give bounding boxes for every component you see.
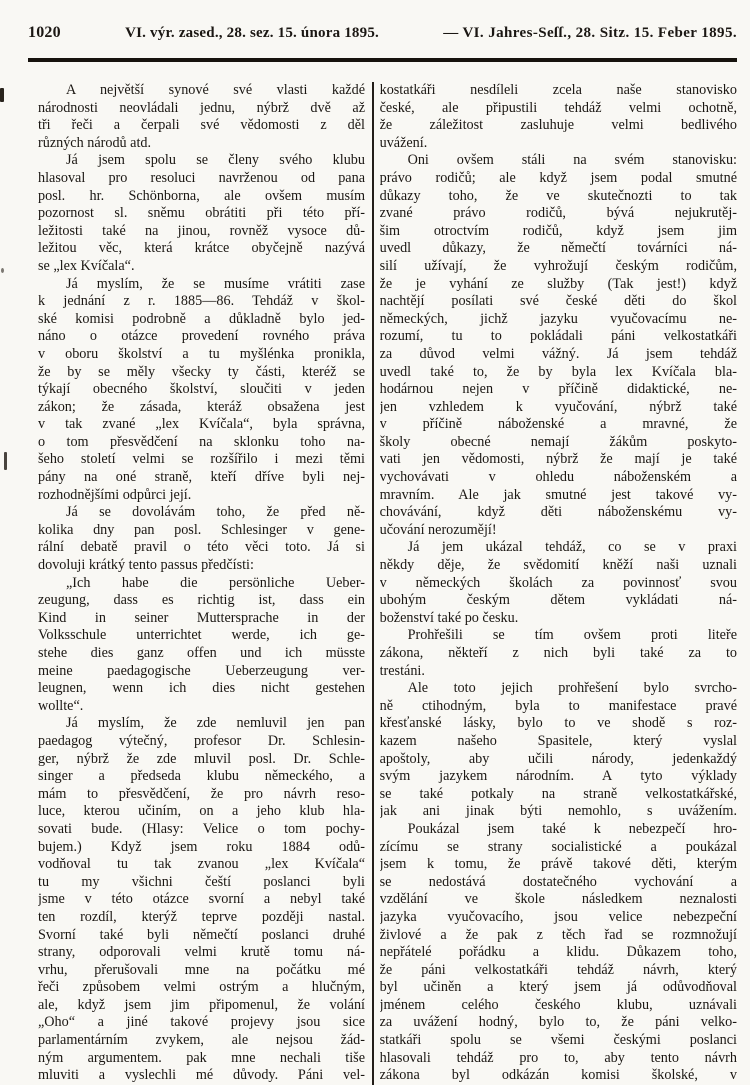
text-line: důkazy toho, že ve skutečnozti to tak: [379, 187, 737, 204]
text-line: chovávání, když děti náboženskému vy-: [379, 504, 737, 521]
scan-artifact: [0, 88, 4, 102]
text-line: hlasovali tehdáž pro to, aby tento návrh: [379, 1049, 737, 1066]
header-separator-dash: —: [443, 25, 459, 41]
text-line: šim otroctvím rodičů, když jsem jim: [379, 222, 737, 239]
text-line: za důvod velmi vážný. Já jsem tehdáž: [379, 345, 737, 362]
text-line: pozornost sl. sněmu obrátiti při této pří-: [38, 205, 365, 222]
text-line: Prohřešili se tím ovšem proti liteře: [407, 627, 737, 644]
text-line: se také potkaly na straně velkostatkářské,: [379, 785, 737, 802]
text-line: za uvážení hodný, bylo to, že páni velko-: [379, 1014, 737, 1031]
text-columns: [38, 82, 737, 1085]
text-line: o tom přesvědčení na sklonku toho na-: [38, 433, 365, 450]
text-line: že záležitost zasluhuje velmi bedlivého: [379, 117, 737, 134]
text-line: české, ale připustili tehdáž velmi ochotně,: [379, 99, 737, 116]
column-right: [380, 82, 737, 1085]
text-line: tu my všichni čeští poslanci byli: [38, 873, 365, 890]
text-line: singer a předseda klubu německého, a: [38, 768, 365, 785]
text-line: ale, když jsem jim připomenul, že volání: [38, 996, 365, 1013]
text-line: v tak zvané „lex Kvíčala“, byla správna,: [38, 416, 365, 433]
text-line: křesťanské lásky, bylo to ve shodě s roz-: [379, 715, 737, 732]
text-line: Kind in seiner Muttersprache in der: [38, 609, 365, 626]
text-line: strany, odporovali velmi krutě tomu ná-: [38, 944, 365, 961]
text-line: uvedl také to, že by byla lex Kvíčala bla-: [379, 363, 737, 380]
text-line: byl učiněn a který jsem já odůvodňoval: [379, 979, 737, 996]
text-line: kolika dny pan posl. Schlesinger v gene-: [38, 521, 365, 538]
text-line: ležitosti také na jinou, rovněž vysoce dů-: [38, 222, 365, 239]
text-line: Já jem ukázal tehdáž, co se v praxi: [407, 539, 737, 556]
text-line: zákona, někteří z nich byli také za to: [379, 645, 737, 661]
text-line: že je vyhání ze služby (Tak jest!) když: [379, 275, 737, 292]
text-line: mravním. Ale jak smutné jest takové vy-: [379, 486, 737, 503]
text-line: posl. hr. Schönborna, ale ovšem musím: [38, 187, 365, 204]
text-line: mám to přesvědčení, že pro návrh reso-: [38, 785, 365, 802]
text-line: paedagog výtečný, profesor Dr. Schlesin-: [38, 732, 365, 749]
text-line: nachtějí posílati své české děti do škol: [379, 293, 737, 310]
text-line: zeugung, dass es richtig ist, dass ein: [38, 592, 365, 609]
text-line: „Ich habe die persönliche Ueber-: [66, 574, 365, 591]
text-line: Já myslím, že se musíme vrátiti zase: [66, 275, 365, 292]
text-line: zícímu se strany socialistické a poukázal: [379, 838, 737, 855]
text-line: svým jazykem národním. A tyto výklady: [379, 768, 737, 785]
text-line: ným argumentem. pak mne nechali tiše: [38, 1049, 365, 1066]
text-line: uvedl důkazy, že němečtí továrníci ná-: [379, 240, 737, 257]
text-line: v příčině náboženské a mravné, že: [379, 416, 737, 433]
header-session-german: VI. Jahres-Seſſ., 28. Sitz. 15. Feber 1895.: [462, 25, 737, 41]
text-line: ger, nýbrž že zde mluvil posl. Dr. Schle-: [38, 750, 365, 767]
page-header: [28, 24, 737, 42]
text-line: šeho století velmi se rozšířilo i mezi těmi: [38, 451, 365, 468]
text-line: kostatkáři nesdíleli zcela naše stanovisko: [379, 82, 737, 98]
text-line: stehe dies ganz offen und ich müsste: [38, 645, 365, 661]
text-line: rální debatě pravil o této věci toto. Já si: [38, 539, 365, 556]
text-line: hlasoval pro resoluci navrženou od pana: [38, 169, 365, 186]
text-line: „Oho“ a jiné takové projevy jsou sice: [38, 1014, 365, 1031]
text-line: zákona byl odkázán komisi školské, v: [379, 1067, 737, 1084]
text-line: jak ani jinak býti nemohlo, s uvážením.: [379, 803, 737, 820]
text-line: vrhu, přerušovali mne na počátku mé: [38, 961, 365, 978]
text-line: kazem našeho Spasitele, který vyslal: [379, 732, 737, 749]
text-line: trestáni.: [379, 662, 425, 679]
text-line: v oboru školství a tu myšlénka pronikla,: [38, 345, 365, 362]
text-line: A největší synové své vlasti každé: [66, 82, 365, 98]
text-line: že by se měly všecky ty části, kteréž se: [38, 363, 365, 380]
text-line: jen vzhledem k vyučování, nýbrž také: [379, 398, 737, 415]
header-session-czech: VI. výr. zased., 28. sez. 15. února 1895.: [125, 25, 379, 41]
text-line: ubohým českým dětem vykládati ná-: [379, 592, 737, 609]
text-line: vychovávati v ohledu náboženském a: [379, 469, 737, 486]
text-line: řeči způsobem velmi ostrým a hlučným,: [38, 979, 365, 996]
text-line: vati jen vědomosti, nýbrž že mají je také: [379, 451, 737, 468]
text-line: Oni ovšem stáli na svém stanovisku:: [407, 152, 737, 169]
text-line: pány na oné straně, kteří dříve byli nej-: [38, 469, 365, 486]
text-line: Volksschule unterrichtet werde, ich ge-: [38, 627, 365, 644]
text-line: wollte“.: [38, 697, 84, 714]
text-line: Ale toto jejich prohřešení bylo svrcho-: [407, 680, 737, 697]
text-line: parlamentárním zvykem, ale nejsou žád-: [38, 1032, 365, 1049]
header-session-german-wrap: [443, 25, 737, 42]
text-line: živlové a že pak z těch řad se rozmnožují: [379, 926, 737, 943]
text-line: Já se dovolávám toho, že před ně-: [66, 504, 365, 521]
text-line: vodňoval tu tak zvanou „lex Kvíčala“: [38, 856, 365, 873]
text-line: apoštoly, aby učili národy, jedenkaždý: [379, 750, 737, 767]
text-line: Já jsem spolu se členy svého klubu: [66, 152, 365, 169]
scan-artifact: [4, 452, 7, 470]
text-line: se nedostává dostatečného vychování a: [379, 873, 737, 890]
text-line: právo rodičů; ale když jsem podal smutné: [379, 169, 737, 186]
text-line: k jednání z r. 1885—86. Tehdáž v škol-: [38, 293, 365, 310]
text-line: učování nerozumějí!: [379, 521, 497, 538]
text-line: Já myslím, že zde nemluvil jen pan: [66, 715, 365, 732]
text-line: zvané právo rodičů, bývá nejukrutěj-: [379, 205, 737, 222]
text-line: sovati bude. (Hlasy: Velice o tom pochy-: [38, 820, 365, 837]
text-line: náno o otázce provedení rovného práva: [38, 328, 365, 345]
text-line: školy obecné nemají žákům poskyto-: [379, 433, 737, 450]
text-line: různých národů atd.: [38, 134, 152, 151]
text-line: ten rozdíl, kterýž teprve později nastal.: [38, 908, 365, 925]
text-line: hodárnou nejen v příčině didaktické, ne-: [379, 381, 737, 398]
text-line: nepřátelé pořádku a klidu. Důkazem toho,: [379, 944, 737, 961]
text-line: silí užívají, že vyhrožují českým rodičům,: [379, 257, 737, 274]
text-line: někdy děje, že svědomití kněží naši uznali: [379, 557, 737, 574]
text-line: německých, jichž jazyku vyučovacímu ne-: [379, 310, 737, 327]
text-line: mluviti a vyslechli mé důvody. Páni vel-: [38, 1067, 365, 1084]
column-left: [38, 82, 365, 1085]
text-line: leugnen, wenn ich dies nicht gestehen: [38, 680, 365, 697]
text-line: že páni velkostatkáři tehdáž návrh, který: [379, 961, 737, 978]
text-line: Poukázal jsem také k nebezpečí hro-: [407, 820, 737, 837]
text-line: jsem k tomu, že právě takové děti, kterým: [379, 856, 737, 873]
text-line: jazyka vyučovacího, jsou velice nebezpeční: [379, 908, 737, 925]
text-line: v německých školách za povinnosť svou: [379, 574, 737, 591]
text-line: ně ctihodným, byla to manifestace pravé: [379, 697, 737, 714]
column-divider-rule: [372, 82, 374, 1085]
text-line: uvážení.: [379, 134, 428, 151]
text-line: rozhodnějšími odpůrci její.: [38, 486, 192, 503]
text-line: bujem.) Když jsem roku 1884 odů-: [38, 838, 365, 855]
text-line: zákon; že zásada, kteráž obsažena jest: [38, 398, 365, 415]
text-line: jsme v této otázce svorní a nebyl také: [38, 891, 365, 908]
text-line: jménem celého českého klubu, uznávali: [379, 996, 737, 1013]
text-line: meine paedagogische Ueberzeugung ver-: [38, 662, 365, 679]
header-rule: [28, 58, 737, 62]
text-line: Svorní také byli němečtí poslanci druhé: [38, 926, 365, 943]
text-line: týkají obecného školství, sloučiti v jeden: [38, 381, 365, 398]
text-line: rozumí, tu to pokládali páni velkostatkáři: [379, 328, 737, 345]
text-line: luce, kterou učiním, on a jeho klub hla-: [38, 803, 365, 820]
text-line: se „lex Kvíčala“.: [38, 257, 135, 274]
text-line: tři řeči a čerpali své vědomosti z děl: [38, 117, 365, 134]
text-line: národnosti neovládali jednu, nýbrž dvě až: [38, 99, 365, 116]
text-line: boženství také po česku.: [379, 609, 519, 626]
text-line: ležitou věc, která krátce obyčejně nazývá: [38, 240, 365, 257]
text-line: statkáři spolu se všemi českými poslanci: [379, 1032, 737, 1049]
text-line: ské komisi podrobně a důkladně bylo jed-: [38, 310, 365, 327]
scan-artifact: [1, 268, 4, 273]
page-number: 1020: [28, 24, 61, 41]
text-line: dovoluji krátký tento passus předčísti:: [38, 557, 254, 574]
text-line: vzdělání ve škole následkem neznalosti: [379, 891, 737, 908]
